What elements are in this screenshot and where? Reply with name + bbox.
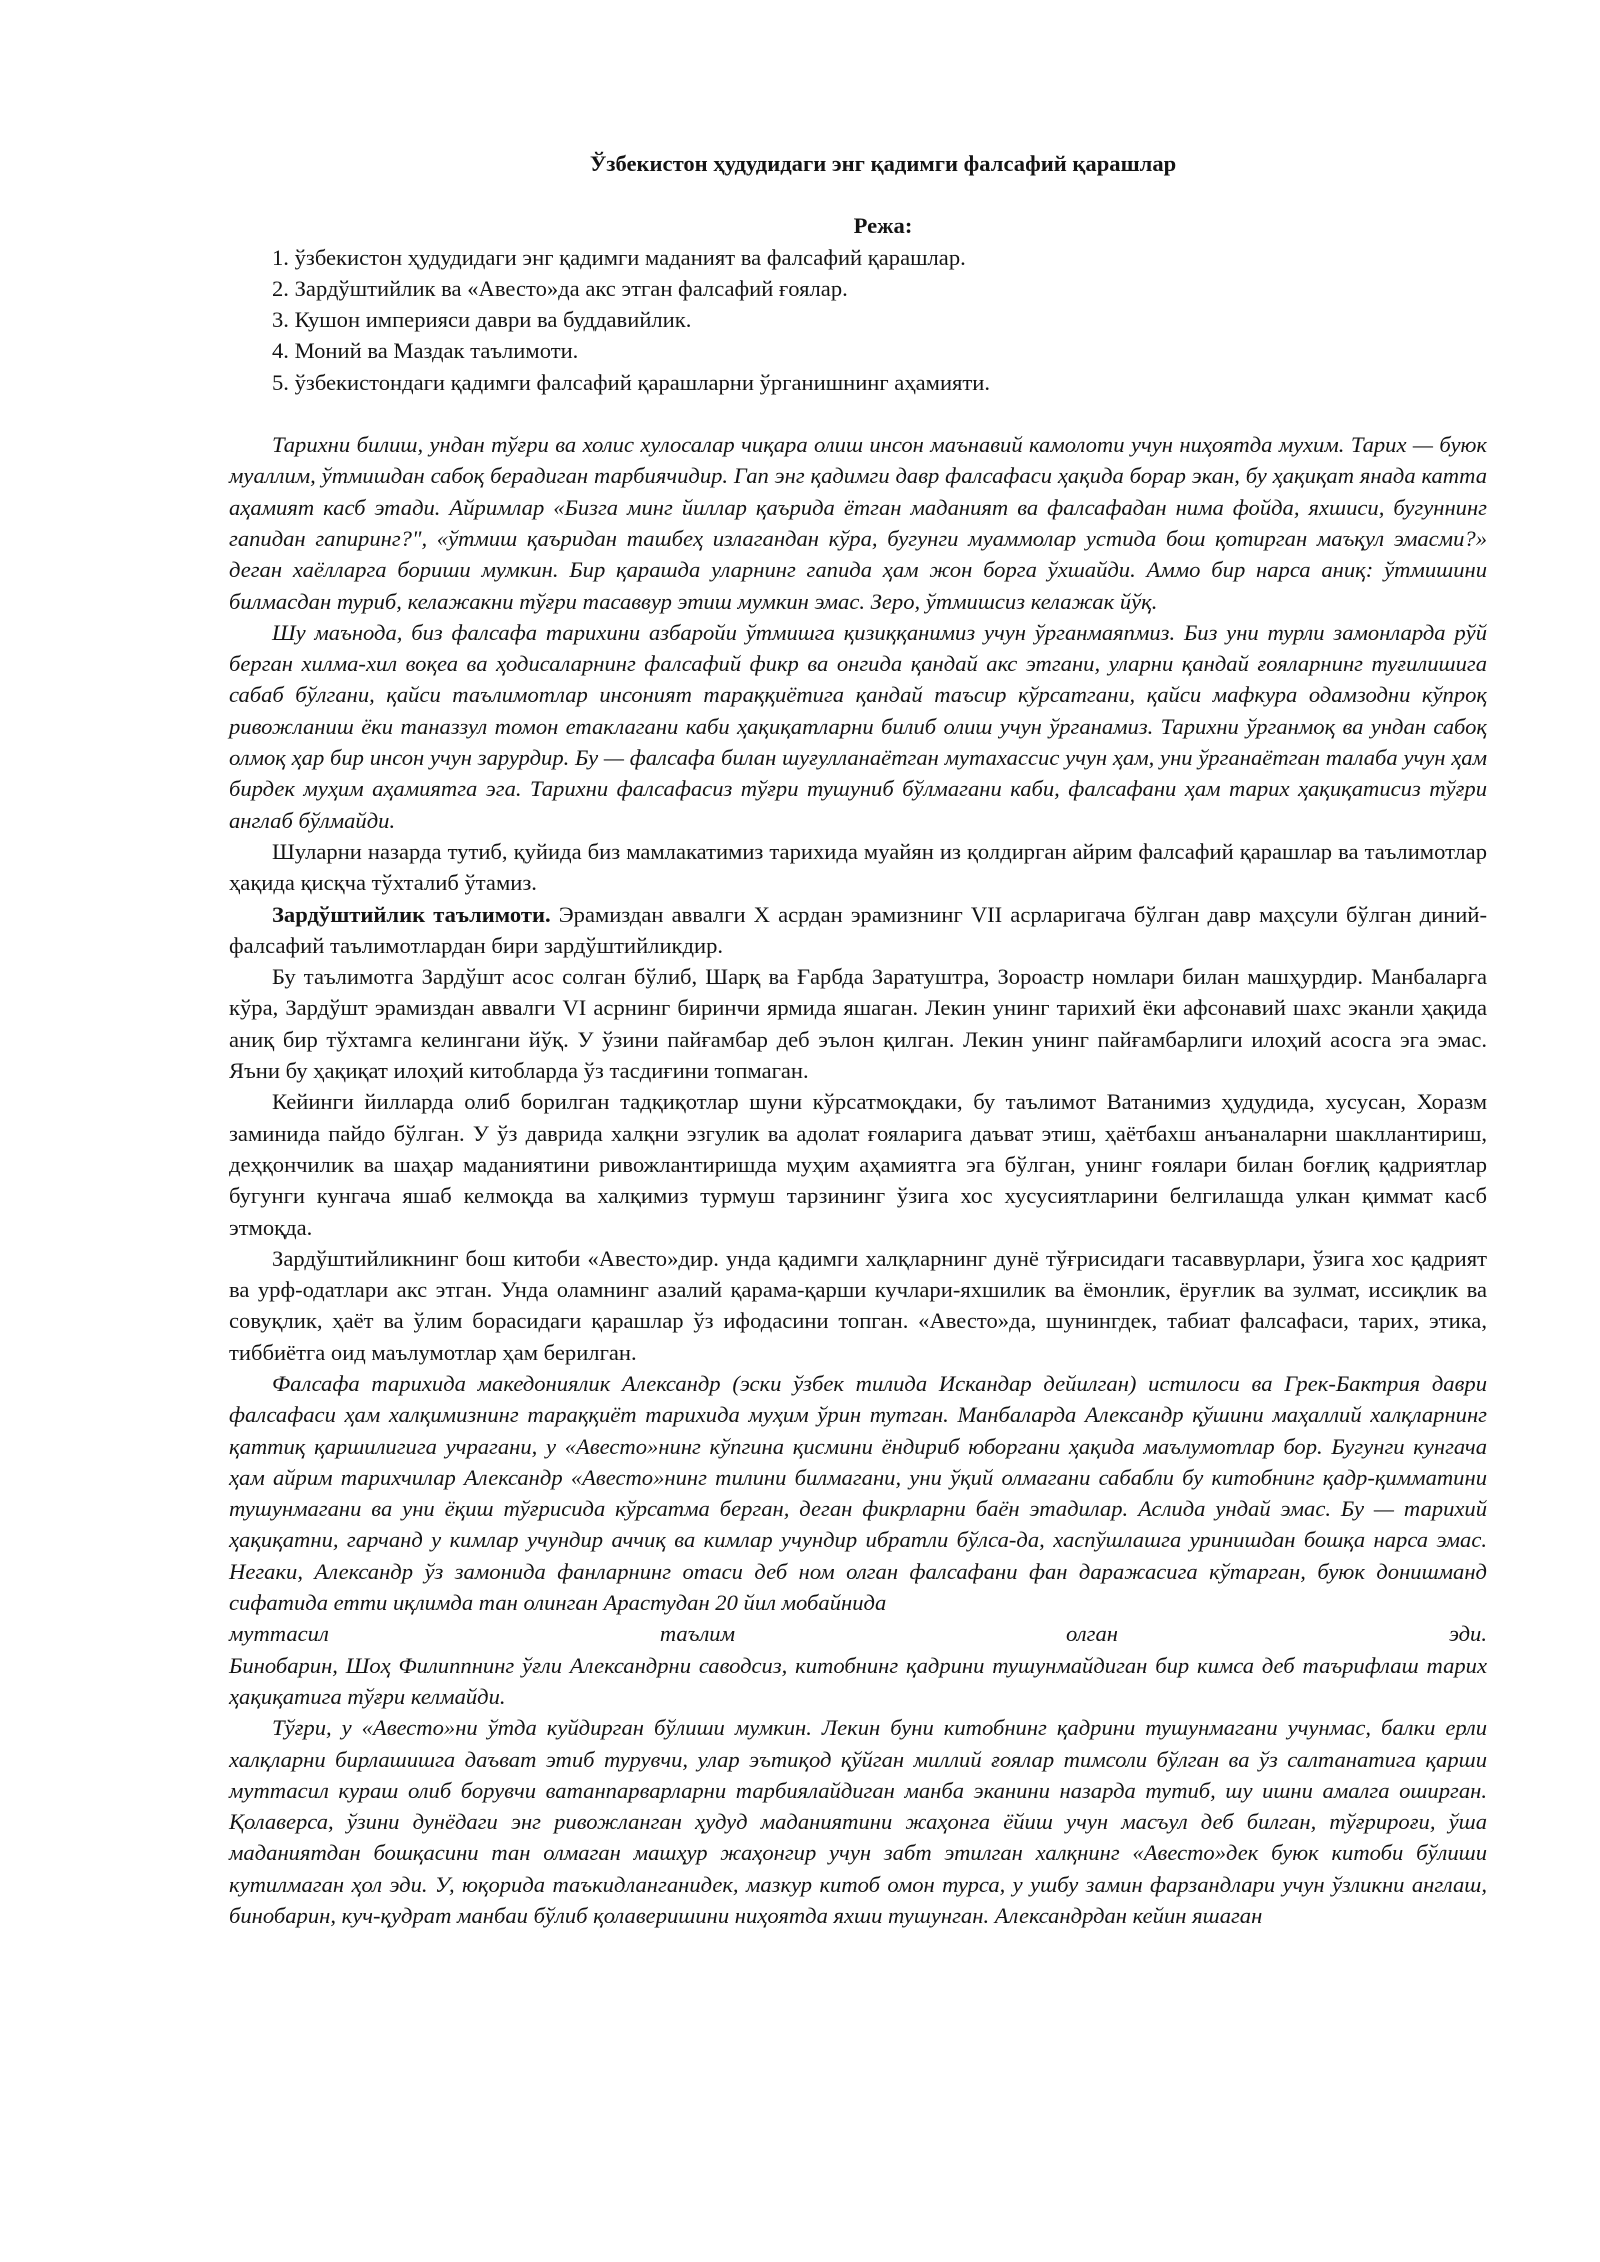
paragraph-transition: Шуларни назарда тутиб, қуйида биз мамлакатимиз тарихида муайян из қолдирган айрим фалсафий қарашлар ва таълимотлар ҳақида қисқча тўхталиб ўтамиз. [229,838,1487,896]
paragraph-togri: Тўғри, у «Авесто»ни ўтда куйдирган бўлиши мумкин. Лекин буни китобнинг қадрини тушунмагани учунмас, балки ерли халқларни бирлашишга даъват этиб турувчи, улар эътиқод қўйган миллий ғоялар тимсоли бўлган ва ўз салтанатига қарши муттасил кураш олиб борувчи ватанпарварларни тарбиялайдиган манба эканини назарда тутиб, шу ишни амалга оширган. Қолаверса, ўзини дунёдаги энг ривожланган ҳудуд маданиятини жаҳонга ёйиш учун масъул деб билган, тўғрироғи, ўша маданиятдан бошқасини тан олмаган машҳур жаҳонгир учун забт этилган халқнинг «Авесто»дек буюк китоби бўлиши кутилмаган ҳол эди. У, юқорида таъкидланганидек, мазкур китоб омон турса, у ушбу замин фарзандлари учун ўзликни англаш, бинобарин, куч-қудрат манбаи бўлиб қолаверишини ниҳоятда яхши тушунган. Александрдан кейин яшаган [229,1715,1487,1929]
plan-item: 4. Моний ва Маздак таълимоти. [272,338,579,364]
paragraph-binobarin: Бинобарин, Шоҳ Филиппнинг ўғли Александрни саводсиз, китобнинг қадрини тушунмайдиган бир кимса деб таърифлаш тарих ҳақиқатига тўғри келмайди. [229,1652,1487,1709]
paragraph-zardusht: Бу таълимотга Зардўшт асос солган бўлиб, Шарқ ва Ғарбда Заратуштра, Зороастр номлари билан машҳурдир. Манбаларга кўра, Зардўшт эрамиздан аввалги VI асрнинг биринчи ярмида яшаган. Лекин унинг тарихий ёки афсонавий шахс эканли ҳақида аниқ бир тўхтамга келингани йўқ. У ўзини пайғамбар деб эълон қилган. Лекин унинг пайғамбарлиги илоҳий асосга эга эмас. Яъни бу ҳақиқат илоҳий китобларда ўз тасдиғини топмаган. [229,964,1487,1084]
paragraph-alexander: Фалсафа тарихида македониялик Александр (эски ўзбек тилида Искандар дейилган) истилоси ва Грек-Бактрия даври фалсафаси ҳам халқимизнинг тараққиёт тарихида муҳим ўрин тутган. Манбаларда Александр қўшини маҳаллий халқларнинг қаттиқ қаршилигига учрагани, у «Авесто»нинг кўпгина қисмини ёндириб юборгани ҳақида маълумотлар бор. Бугунги кунгача ҳам айрим тарихчилар Александр «Авесто»нинг тилини билмагани, уни ўқий олмагани сабабли бу китобнинг қадр-қимматини тушунмагани ва уни ёқиш тўғрисида кўрсатма берган, деган фикрларни баён этадилар. Аслида ундай эмас. Бу — тарихий ҳақиқатни, гарчанд у кимлар учундир аччиқ ва кимлар учундир ибратли бўлса-да, хаспўшлашга уринишдан бошқа нарса эмас. Негаки, Александр ўз замонида фанларнинг отаси деб ном олган фалсафани фан даражасига кўтарган, буюк донишманд сифатида етти иқлимда тан олинган Арастудан 20 йил мобайнида [229,1370,1487,1616]
document-page [229,148,1487,1931]
section-heading-inline: Зардўштийлик таълимоти. [272,901,551,927]
paragraph-zoroastrianism-text: Эрамиздан аввалги X асрдан эрамизнинг VII асрларигача бўлган давр маҳсули бўлган диний-фалсафий таълимотлардан бири зардўштийликдир. [229,901,1487,958]
plan-item: 5. ўзбекистондаги қадимги фалсафий қарашларни ўрганишнинг аҳамияти. [272,369,991,395]
plan-list [229,242,1487,398]
document-title: Ўзбекистон ҳудудидаги энг қадимги фалсафий қарашлар [589,151,1177,176]
paragraph-intro: Тарихни билиш, ундан тўғри ва холис хулосалар чиқара олиш инсон маънавий камолоти учун ниҳоятда мухим. Тарих — буюк муаллим, ўтмишдан сабоқ берадиган тарбиячидир. Гап энг қадимги давр фалсафаси ҳақида борар экан, бу ҳақиқат янада катта аҳамият касб этади. Айримлар «Бизга минг йиллар қаърида ётган маданият ва фалсафадан нима фойда, яхшиси, бугуннинг гапидан гапиринг?", «ўтмиш қаъридан ташбеҳ излагандан кўра, бугунги муаммолар устида бош қотирган маъқул эмасми?» деган хаёлларга бориши мумкин. Бир қарашда уларнинг гапида ҳам жон борга ўхшайди. Аммо бир нарса аниқ: ўтмишини билмасдан туриб, келажакни тўғри тасаввур этиш мумкин эмас. Зеро, ўтмишсиз келажак йўқ. [229,432,1487,614]
plan-item: 3. Кушон империяси даври ва буддавийлик. [272,307,692,333]
paragraph-alexander-line: муттасил таълим олган эди. [229,1621,1487,1647]
paragraph-avesto: Зардўштийликнинг бош китоби «Авесто»дир. унда қадимги халқларнинг дунё тўғрисидаги тасаввурлари, ўзига хос қадрият ва урф-одатлари акс этган. Унда оламнинг азалий қарама-қарши кучлари-яхшилик ва ёмонлик, ёруғлик ва зулмат, иссиқлик ва совуқлик, ҳаёт ва ўлим борасидаги қарашлар ўз ифодасини топган. «Авесто»да, шунингдек, табиат фалсафаси, тарих, этика, тиббиётга оид маълумотлар ҳам берилган. [229,1245,1487,1365]
plan-item: 1. ўзбекистон ҳудудидаги энг қадимги маданият ва фалсафий қарашлар. [272,244,966,270]
plan-heading: Режа: [853,213,913,239]
paragraph-zoroastrianism-heading [229,899,1487,962]
paragraph-research: Кейинги йилларда олиб борилган тадқиқотлар шуни кўрсатмоқдаки, бу таълимот Ватанимиз ҳудудида, хусусан, Хоразм заминида пайдо бўлган. У ўз даврида халқни эзгулик ва адолат ғояларига даъват этиш, ҳаётбахш анъаналарни шакллантириш, деҳқончилик ва шаҳар маданиятини ривожлантиришда муҳим аҳамиятга эга бўлган, унинг ғоялари билан боғлиқ қадриятлар бугунги кунгача яшаб келмоқда ва халқимиз турмуш тарзининг ўзига хос хусусиятларини белгилашда улкан қиммат касб этмоқда. [229,1089,1487,1240]
plan-item: 2. Зардўштийлик ва «Авесто»да акс этган фалсафий ғоялар. [272,275,848,301]
paragraph-purpose: Шу маънода, биз фалсафа тарихини азбаройи ўтмишга қизиққанимиз учун ўрганмаяпмиз. Биз уни турли замонларда рўй берган хилма-хил воқеа ва ҳодисаларнинг фалсафий фикр ва онгида қандай акс этгани, уларни қандай ғояларнинг туғилишига сабаб бўлгани, қайси таълимотлар инсоният тараққиётига қандай таъсир кўрсатгани, қайси мафкура одамзодни кўпроқ ривожланиш ёки таназзул томон етаклагани каби ҳақиқатларни билиб олиш учун ўрганамиз. Тарихни ўрганмоқ ва ундан сабоқ олмоқ ҳар бир инсон учун зарурдир. Бу — фалсафа билан шуғулланаётган мутахассис учун ҳам, уни ўрганаётган талаба учун ҳам бирдек муҳим аҳамиятга эга. Тарихни фалсафасиз тўғри тушуниб бўлмагани каби, фалсафани ҳам тарих ҳақиқатисиз тўғри англаб бўлмайди. [229,619,1487,833]
